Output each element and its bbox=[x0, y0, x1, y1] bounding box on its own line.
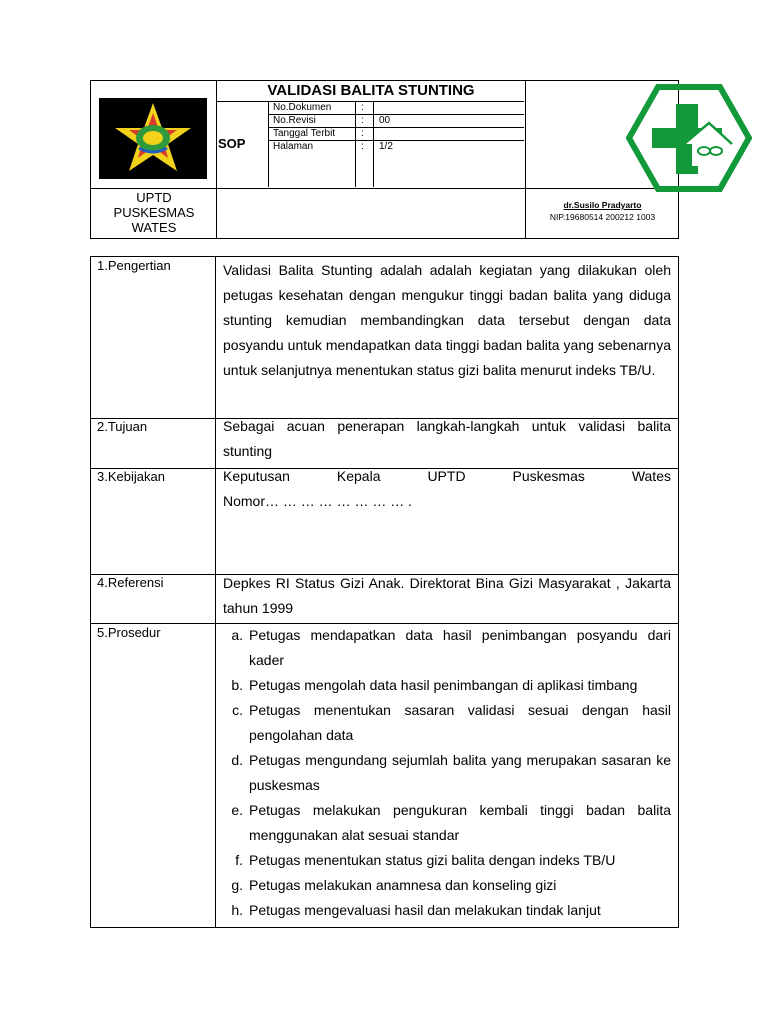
organization-line: WATES bbox=[131, 220, 177, 235]
step-text: Petugas melakukan pengukuran kembali tinggi badan balita menggunakan alat sesuai standar bbox=[249, 802, 671, 843]
signatory-name: dr.Susilo Pradyarto bbox=[563, 200, 642, 210]
procedure-step bbox=[223, 798, 671, 848]
meta-label: No.Revisi bbox=[273, 115, 316, 126]
step-marker: g. bbox=[231, 877, 243, 893]
procedure-step bbox=[223, 623, 671, 673]
step-text: Petugas mengundang sejumlah balita yang merupakan sasaran ke puskesmas bbox=[249, 752, 671, 793]
section-label-pengertian: 1.Pengertian bbox=[97, 258, 171, 273]
step-text: Petugas menentukan sasaran validasi sesuai dengan hasil pengolahan data bbox=[249, 702, 671, 743]
meta-separator: : bbox=[361, 115, 364, 126]
meta-label: Halaman bbox=[273, 141, 314, 152]
meta-divider bbox=[216, 101, 524, 102]
organization-name bbox=[91, 190, 217, 235]
step-text: Petugas melakukan anamnesa dan konseling gizi bbox=[249, 877, 557, 893]
procedure-step bbox=[223, 748, 671, 798]
meta-separator: : bbox=[361, 102, 364, 113]
step-marker: h. bbox=[231, 902, 243, 918]
procedure-step bbox=[223, 673, 671, 698]
step-marker: a. bbox=[231, 627, 243, 643]
step-text: Petugas mengolah data hasil penimbangan di aplikasi timbang bbox=[249, 677, 638, 693]
step-text: Petugas mendapatkan data hasil penimbangan posyandu dari kader bbox=[249, 627, 671, 668]
step-text: Petugas menentukan status gizi balita dengan indeks TB/U bbox=[249, 852, 616, 868]
signatory-nip: NIP.19680514 200212 1003 bbox=[549, 212, 656, 222]
procedure-step bbox=[223, 698, 671, 748]
sop-label: SOP bbox=[218, 136, 246, 151]
organization-line: PUSKESMAS bbox=[113, 205, 195, 220]
meta-label: Tanggal Terbit bbox=[273, 128, 336, 139]
section-label-referensi: 4.Referensi bbox=[97, 575, 164, 590]
section-text-kebijakan-line2: Nomor… … … … … … … … . bbox=[223, 493, 413, 509]
column-divider bbox=[215, 257, 216, 927]
step-marker: d. bbox=[231, 752, 243, 768]
sop-header-table bbox=[90, 80, 679, 239]
step-text: Petugas mengevaluasi hasil dan melakukan tindak lanjut bbox=[249, 902, 601, 918]
meta-separator: : bbox=[361, 128, 364, 139]
procedure-step bbox=[223, 873, 671, 898]
document-title: VALIDASI BALITA STUNTING bbox=[267, 82, 475, 99]
organization-line: UPTD bbox=[136, 190, 172, 205]
regency-emblem-logo bbox=[99, 98, 207, 179]
section-label-kebijakan: 3.Kebijakan bbox=[97, 469, 165, 484]
step-marker: b. bbox=[231, 677, 243, 693]
step-marker: f. bbox=[235, 852, 243, 868]
meta-label: No.Dokumen bbox=[273, 102, 332, 113]
section-text-kebijakan-line1: Keputusan Kepala UPTD Puskesmas Wates bbox=[223, 468, 671, 484]
puskesmas-logo bbox=[626, 84, 752, 192]
meta-separator: : bbox=[361, 141, 364, 152]
meta-value: 00 bbox=[379, 115, 391, 126]
procedure-step bbox=[223, 898, 671, 923]
header-divider bbox=[91, 188, 678, 189]
step-marker: c. bbox=[232, 702, 243, 718]
section-text-tujuan: Sebagai acuan penerapan langkah-langkah untuk validasi balita stunting bbox=[223, 418, 671, 459]
section-label-prosedur: 5.Prosedur bbox=[97, 625, 161, 640]
procedure-step bbox=[223, 848, 671, 873]
step-marker: e. bbox=[231, 802, 243, 818]
section-text-referensi: Depkes RI Status Gizi Anak. Direktorat Bina Gizi Masyarakat , Jakarta tahun 1999 bbox=[223, 575, 671, 616]
section-text-pengertian: Validasi Balita Stunting adalah adalah kegiatan yang dilakukan oleh petugas kesehatan dengan mengukur tinggi badan balita yang diduga stunting kemudian membandingkan data tersebut dengan data posyandu untuk mendapatkan data tinggi badan balita yang sebenarnya untuk selanjutnya menentukan status gizi balita menurut indeks TB/U. bbox=[223, 262, 671, 378]
meta-value: 1/2 bbox=[379, 141, 393, 152]
sop-content-table bbox=[90, 256, 679, 928]
section-label-tujuan: 2.Tujuan bbox=[97, 419, 148, 434]
procedure-steps bbox=[223, 623, 671, 923]
